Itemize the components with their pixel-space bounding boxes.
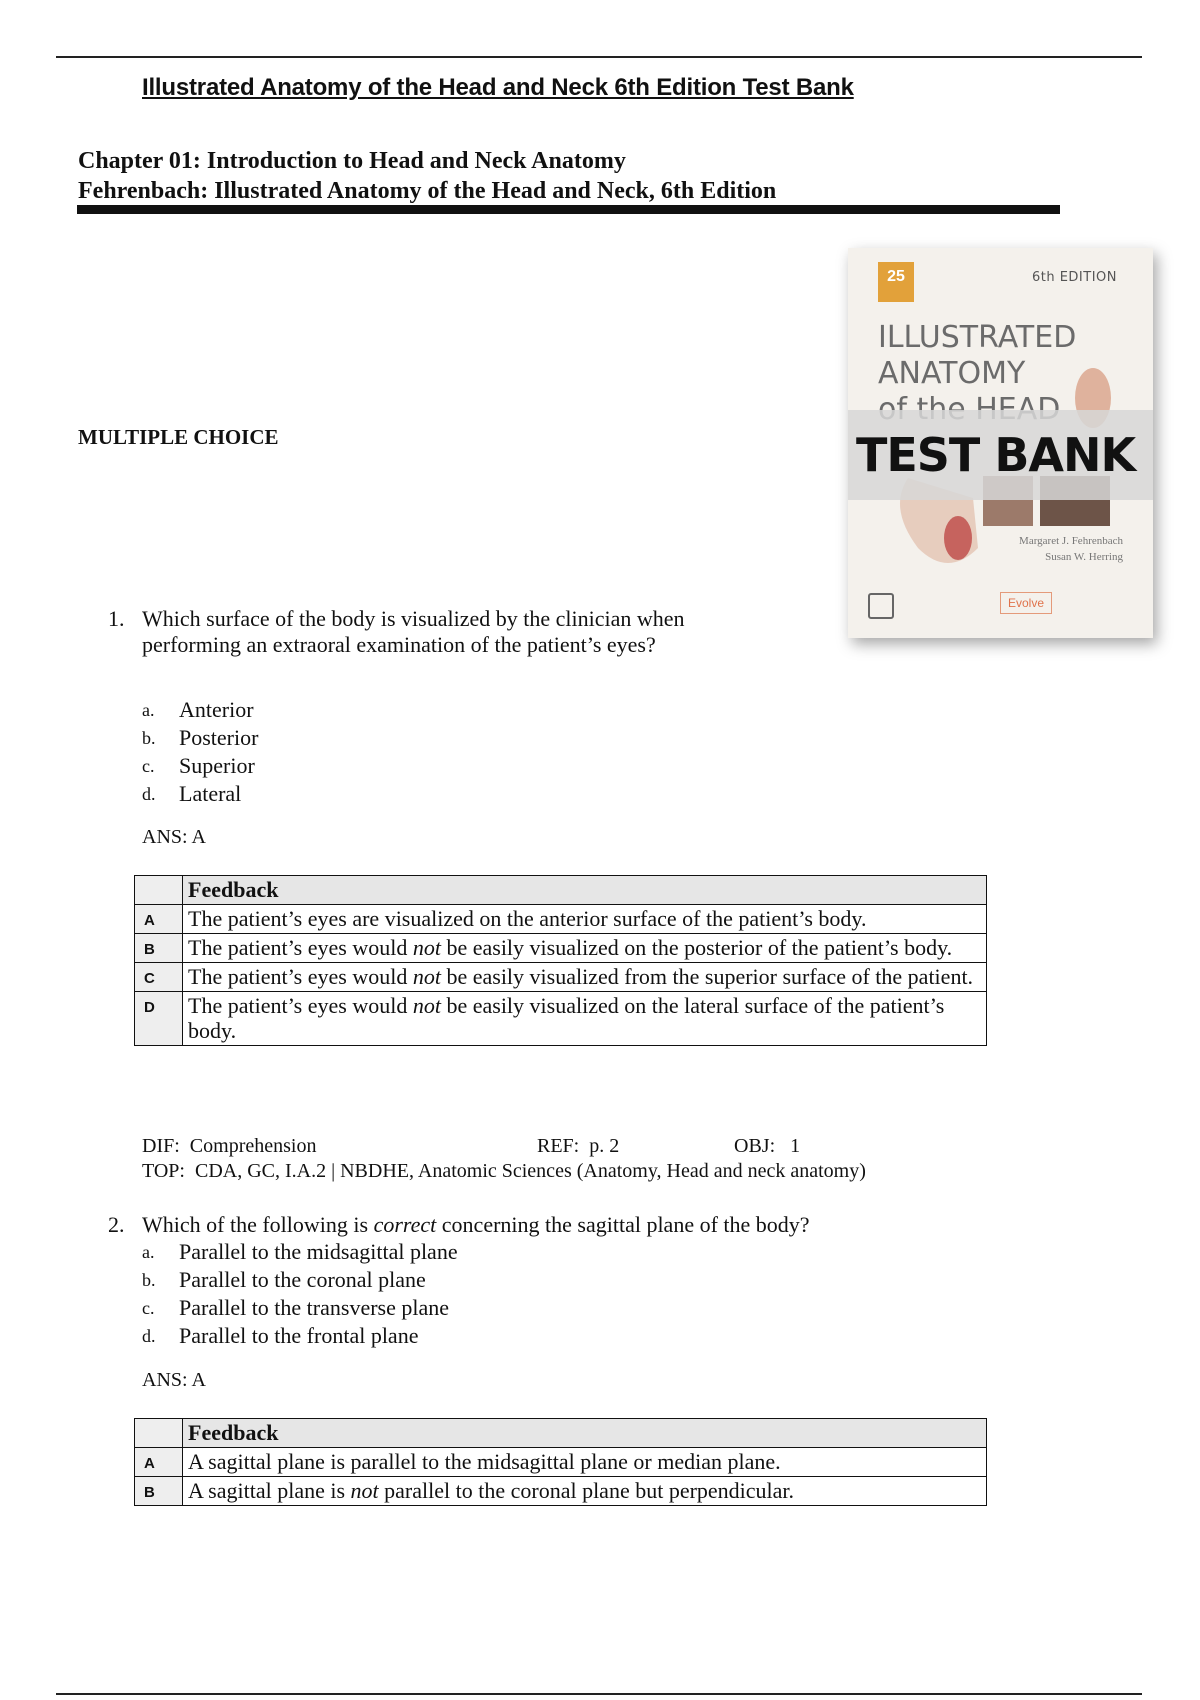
feedback-header: Feedback [183, 876, 987, 905]
book-citation: Fehrenbach: Illustrated Anatomy of the Head and Neck, 6th Edition [78, 178, 777, 204]
reference: REF: p. 2 [537, 1135, 620, 1157]
feedback-row: B The patient’s eyes would not be easily visualized on the posterior of the patient’s body. [135, 934, 987, 963]
chapter-title: Chapter 01: Introduction to Head and Neck Anatomy [78, 148, 626, 174]
anniversary-badge: 25 [878, 262, 914, 302]
cover-authors: Margaret J. Fehrenbach Susan W. Herring [1019, 535, 1123, 563]
topic: TOP: CDA, GC, I.A.2 | NBDHE, Anatomic Sciences (Anatomy, Head and neck anatomy) [142, 1160, 866, 1182]
feedback-row: B A sagittal plane is not parallel to the coronal plane but perpendicular. [135, 1477, 987, 1506]
cover-title: ILLUSTRATED ANATOMY [878, 320, 1077, 391]
feedback-row: C The patient’s eyes would not be easily visualized from the superior surface of the patient. [135, 963, 987, 992]
feedback-row: D The patient’s eyes would not be easily visualized on the lateral surface of the patient’s body. [135, 992, 987, 1046]
question-number: 1. [108, 606, 125, 631]
difficulty: DIF: Comprehension [142, 1135, 317, 1157]
top-rule [56, 56, 1142, 58]
feedback-header-row [135, 1419, 987, 1448]
feedback-row: A The patient’s eyes are visualized on the anterior surface of the patient’s body. [135, 905, 987, 934]
feedback-table [134, 875, 987, 1046]
question-text: Which of the following is correct concerning the sagittal plane of the body? [142, 1212, 810, 1237]
answer-line: ANS: A [142, 826, 206, 848]
book-cover-image [848, 248, 1153, 638]
question-number: 2. [108, 1212, 125, 1237]
section-heading: MULTIPLE CHOICE [78, 425, 279, 449]
document-title: Illustrated Anatomy of the Head and Neck 6th Edition Test Bank [142, 74, 854, 101]
feedback-row: A A sagittal plane is parallel to the midsagittal plane or median plane. [135, 1448, 987, 1477]
feedback-header: Feedback [183, 1419, 987, 1448]
chapter-heading [78, 146, 776, 206]
objective: OBJ: 1 [734, 1135, 801, 1157]
bottom-rule [56, 1693, 1142, 1695]
publisher-logo-icon [868, 593, 894, 619]
chapter-rule [77, 205, 1060, 214]
evolve-logo: Evolve [1000, 592, 1052, 614]
cover-edition: 6th EDITION [1031, 270, 1117, 285]
feedback-header-row [135, 876, 987, 905]
answer-line: ANS: A [142, 1369, 206, 1391]
test-bank-overlay: TEST BANK [856, 428, 1136, 482]
question-text: Which surface of the body is visualized by the clinician when performing an extraoral examination of the patient’s eyes? [142, 606, 685, 657]
feedback-table [134, 1418, 987, 1506]
